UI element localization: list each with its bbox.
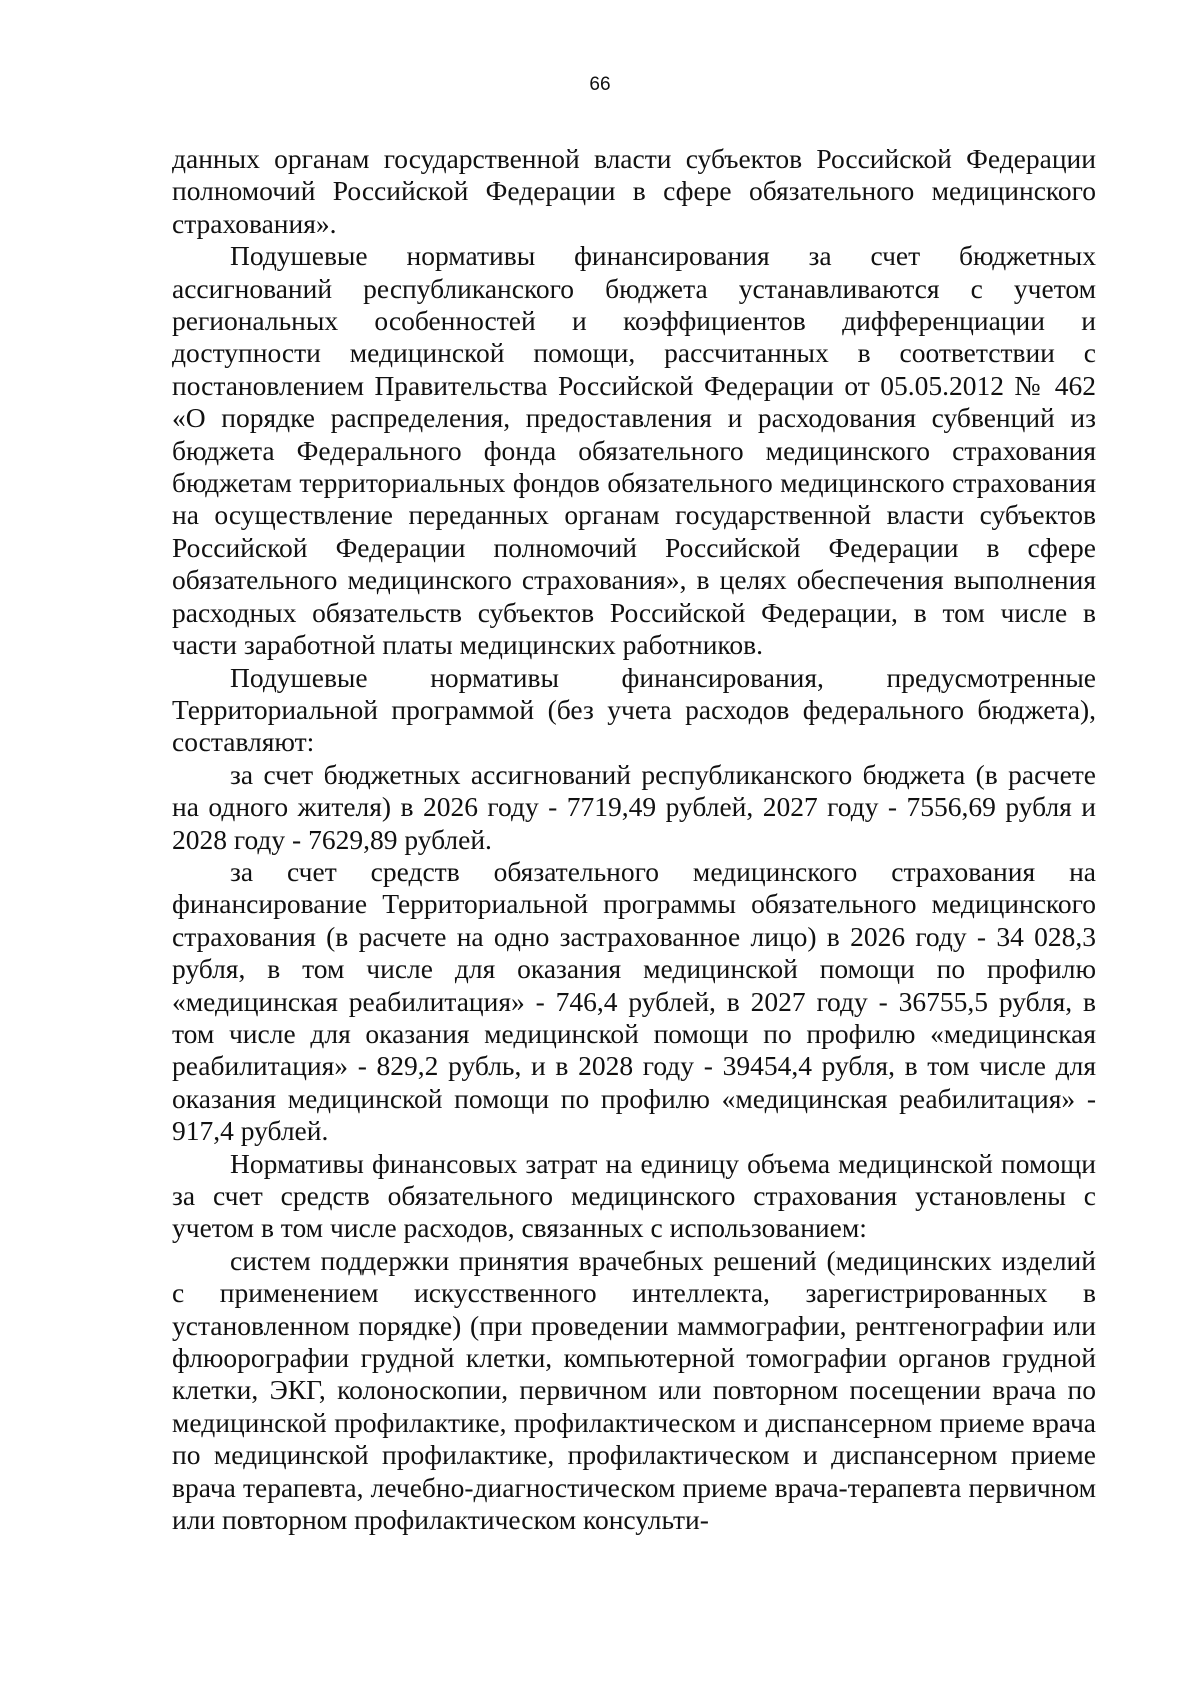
paragraph-republican-budget-amounts: за счет бюджетных ассигнований республиканского бюджета (в расчете на одного жителя) в 2026 году - 7719,49 рублей, 2027 году - 7556,69 рубля и 2028 году - 7629,89 рублей.	[172, 758, 1096, 855]
paragraph-per-capita-budget-norms: Подушевые нормативы финансирования за счет бюджетных ассигнований республиканского бюджета устанавливаются с учетом региональных особенностей и коэффициентов дифференциации и доступности медицинской помощи, рассчитанных в соответствии с постановлением Правительства Российской Федерации от 05.05.2012 № 462 «О порядке распределения, предоставления и расходования субвенций из бюджета Федерального фонда обязательного медицинского страхования бюджетам территориальных фондов обязательного медицинского страхования на осуществление переданных органам государственной власти субъектов Российской Федерации полномочий Российской Федерации в сфере обязательного медицинского страхования», в целях обеспечения выполнения расходных обязательств субъектов Российской Федерации, в том числе в части заработной платы медицинских работников.	[172, 240, 1096, 661]
paragraph-decision-support-systems: систем поддержки принятия врачебных решений (медицинских изделий с применением искусственного интеллекта, зарегистрированных в установленном порядке) (при проведении маммографии, рентгенографии или флюорографии грудной клетки, компьютерной томографии органов грудной клетки, ЭКГ, колоноскопии, первичном или повторном посещении врача по медицинской профилактике, профилактическом и диспансерном приеме врача по медицинской профилактике, профилактическом и диспансерном приеме врача терапевта, лечебно-диагностическом приеме врача-терапевта первичном или повторном профилактическом консульти-	[172, 1244, 1096, 1536]
paragraph-continuation: данных органам государственной власти субъектов Российской Федерации полномочий Российской Федерации в сфере обязательного медицинского страхования».	[172, 143, 1096, 239]
page-number: 66	[589, 74, 611, 95]
paragraph-per-capita-norms-intro: Подушевые нормативы финансирования, предусмотренные Территориальной программой (без учета расходов федерального бюджета), составляют:	[172, 661, 1096, 758]
paragraph-oms-amounts: за счет средств обязательного медицинского страхования на финансирование Территориальной программы обязательного медицинского страхования (в расчете на одно застрахованное лицо) в 2026 году - 34 028,3 рубля, в том числе для оказания медицинской помощи по профилю «медицинская реабилитация» - 746,4 рублей, в 2027 году - 36755,5 рубля, в том числе для оказания медицинской помощи по профилю «медицинская реабилитация» - 829,2 рубль, и в 2028 году - 39454,4 рубля, в том числе для оказания медицинской помощи по профилю «медицинская реабилитация» - 917,4 рублей.	[172, 855, 1096, 1147]
paragraph-unit-cost-norms: Нормативы финансовых затрат на единицу объема медицинской помощи за счет средств обязательного медицинского страхования установлены с учетом в том числе расходов, связанных с использованием:	[172, 1147, 1096, 1244]
document-body	[172, 143, 1096, 1536]
